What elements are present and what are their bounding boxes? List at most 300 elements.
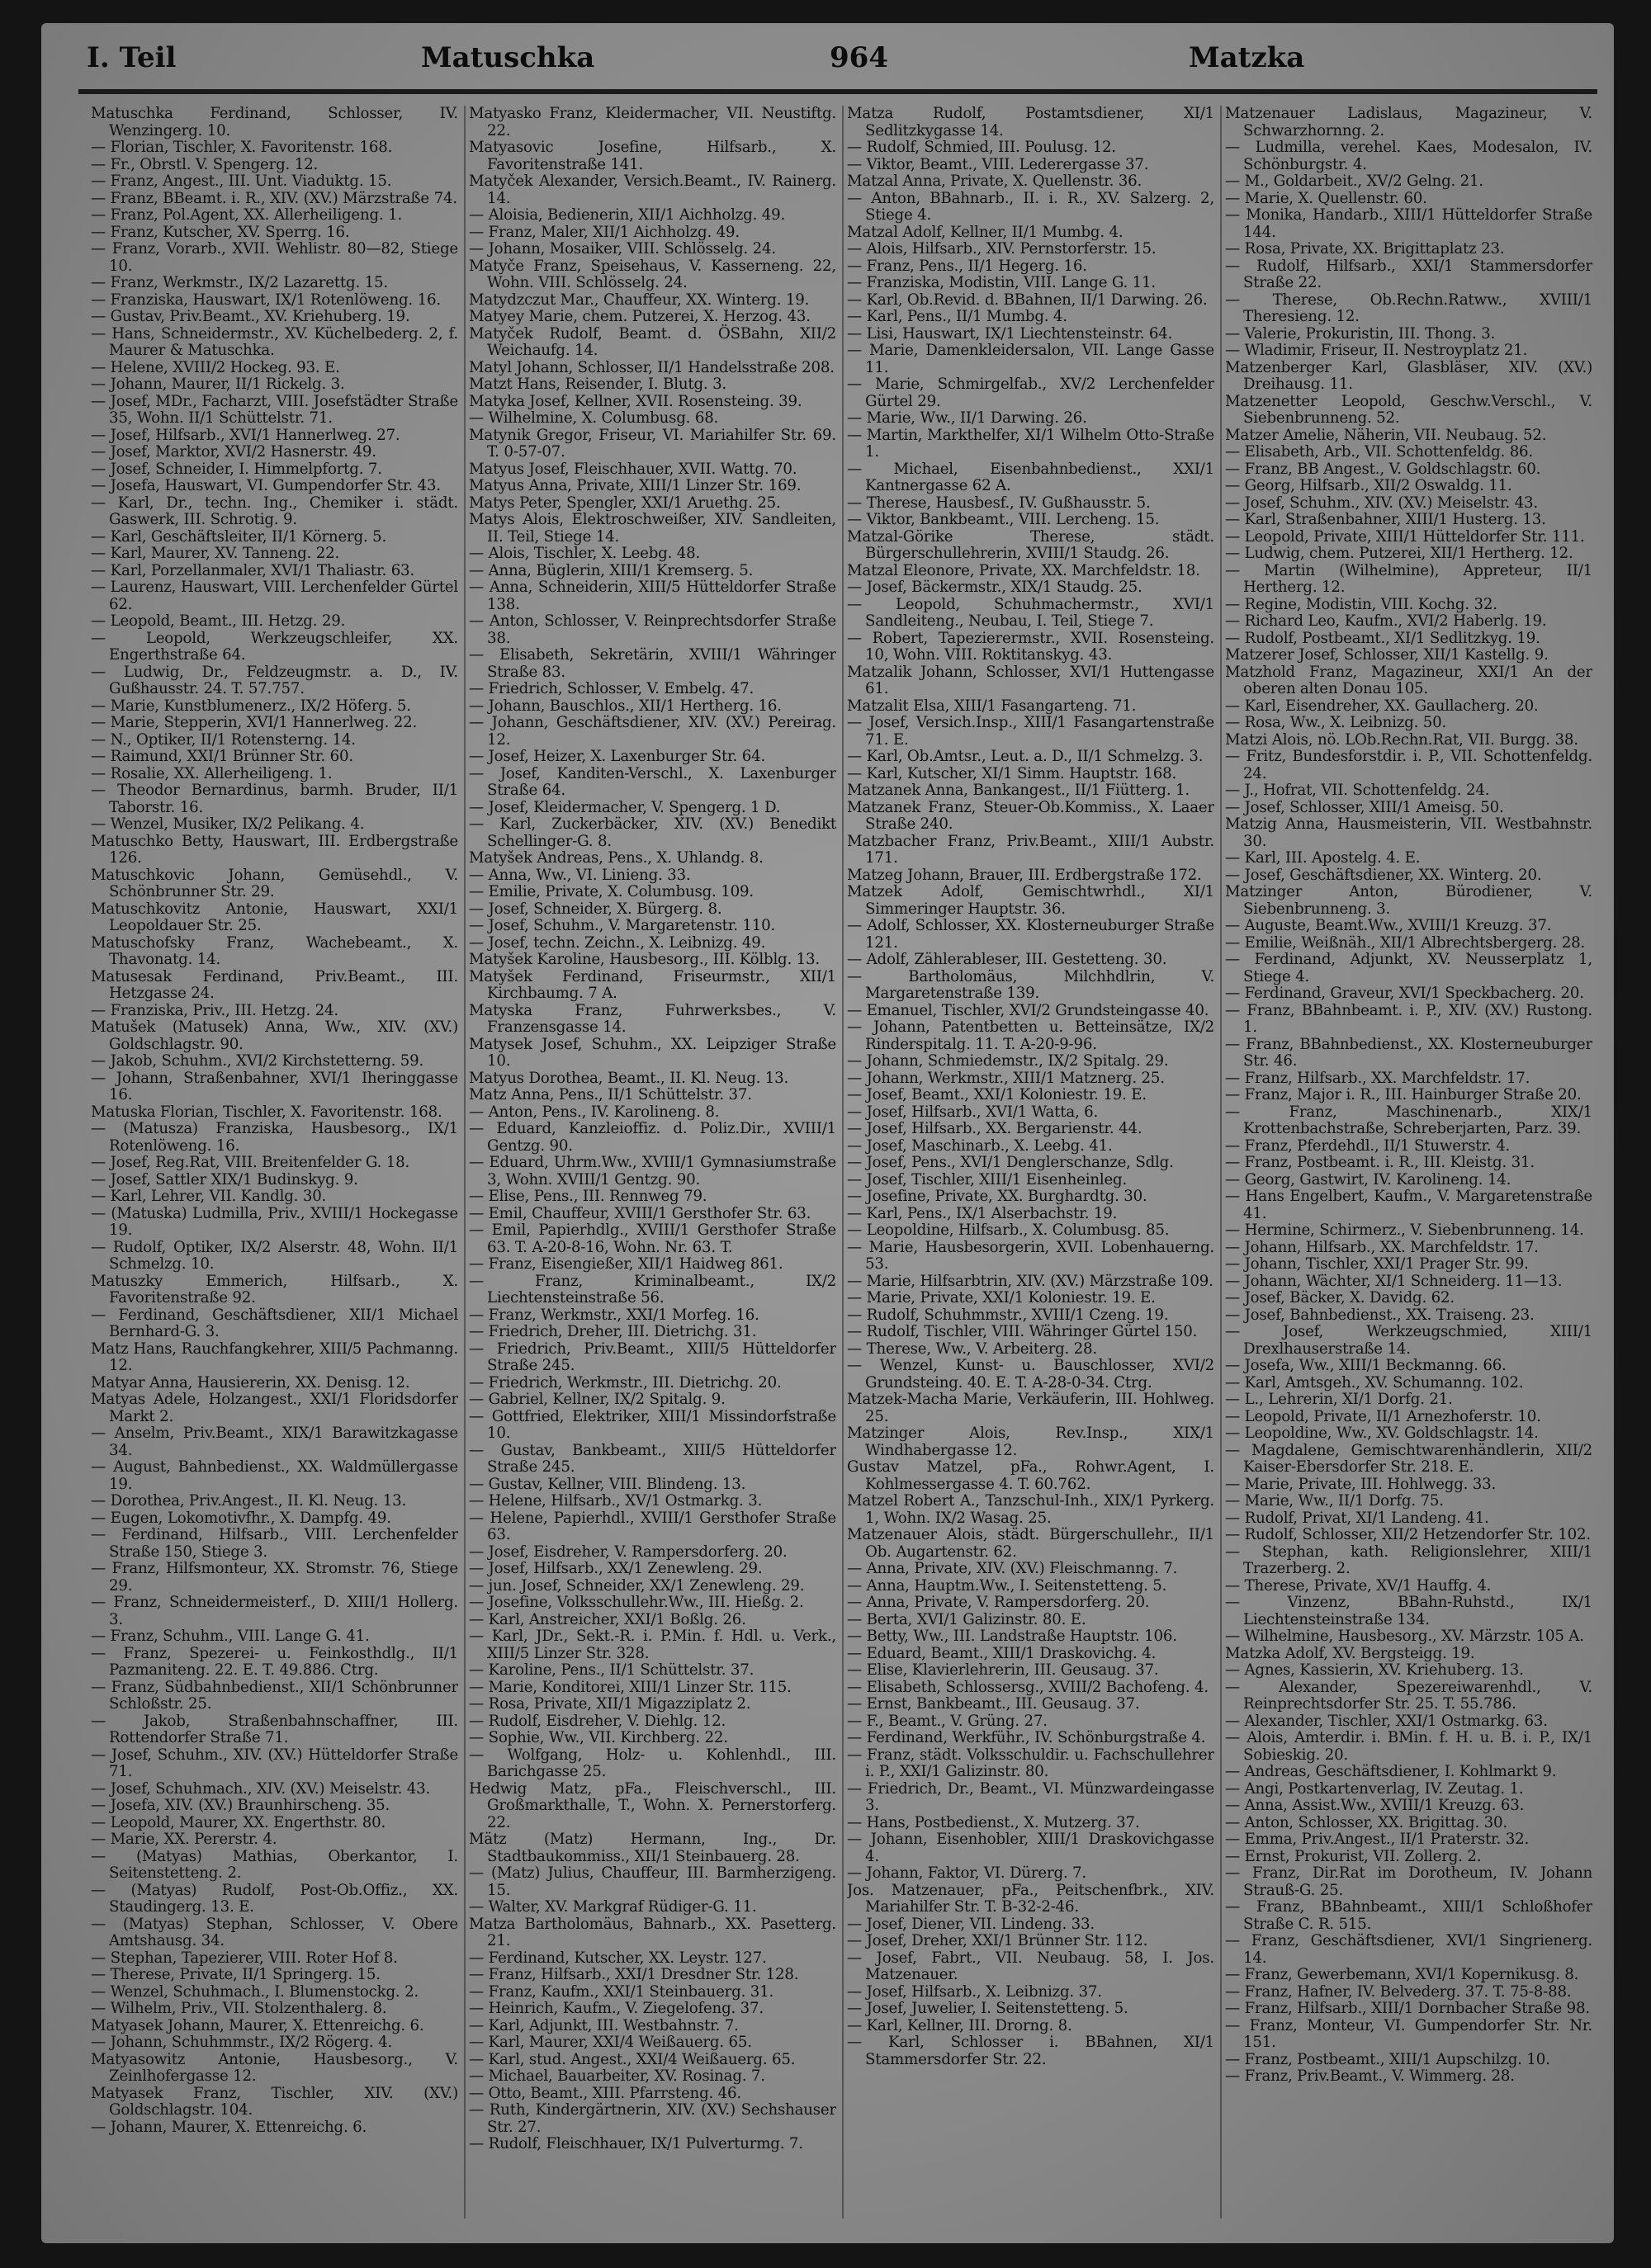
directory-entry: Gustav Matzel, pFa., Rohwr.Agent, I. Kohlmessergasse 4. T. 60.762. — [847, 1458, 1214, 1493]
column-2 — [469, 106, 836, 2218]
directory-entry: — Rudolf, Schmied, III. Poulusg. 12. — [847, 139, 1116, 156]
directory-entry: Matyček Alexander, Versich.Beamt., IV. Rainerg. 14. — [469, 172, 836, 207]
directory-entry: — Sophie, Ww., VII. Kirchberg. 22. — [469, 1729, 728, 1746]
directory-entry: — Franz, Hilfsarb., XX. Marchfeldstr. 17. — [1225, 1069, 1530, 1087]
directory-entry: Matzhold Franz, Magazineur, XXI/1 An der oberen alten Donau 105. — [1225, 663, 1592, 697]
directory-entry: Matzal Adolf, Kellner, II/1 Mumbg. 4. — [847, 223, 1124, 241]
directory-entry: — Franz, Hilfsarb., XXI/1 Dresdner Str. 128. — [469, 1966, 799, 1983]
directory-entry: Matza Bartholomäus, Bahnarb., XX. Pasetterg. 21. — [469, 1915, 836, 1949]
directory-entry: — (Matz) Julius, Chauffeur, III. Barmherzigeng. 15. — [469, 1864, 836, 1899]
directory-entry: — Valerie, Prokuristin, III. Thong. 3. — [1225, 324, 1496, 343]
directory-entry: Matyšek Ferdinand, Friseurmstr., XII/1 Kirchbaumg. 7 A. — [469, 967, 836, 1002]
directory-entry: Matyus Anna, Private, XIII/1 Linzer Str. 169. — [469, 477, 802, 494]
directory-entry: Matzi Alois, nö. LOb.Rechn.Rat, VII. Burgg. 38. — [1225, 730, 1578, 749]
directory-entry: — Karl, Porzellanmaler, XVI/1 Thaliastr. 63. — [91, 561, 415, 579]
directory-entry: — Karl, Dr., techn. Ing., Chemiker i. städt. Gaswerk, III. Schrotig. 9. — [91, 494, 458, 528]
directory-entry: — Anna, Private, XIV. (XV.) Fleischmanng. 7. — [847, 1560, 1178, 1577]
directory-entry: — (Matyas) Rudolf, Post-Ob.Offiz., XX. Staudingerg. 13. E. — [91, 1881, 458, 1916]
directory-entry: — Karl, Schlosser i. BBahnen, XI/1 Stammersdorfer Str. 22. — [847, 2034, 1214, 2068]
directory-entry: — Josef, Schlosser, XIII/1 Ameisg. 50. — [1225, 798, 1504, 816]
directory-entry: — Georg, Gastwirt, IV. Karolineng. 14. — [1225, 1170, 1511, 1188]
directory-entry: Matzinger Alois, Rev.Insp., XIX/1 Windhabergasse 12. — [847, 1425, 1214, 1459]
directory-entry: Matzenberger Karl, Glasbläser, XIV. (XV.) Dreihausg. 11. — [1225, 358, 1592, 393]
directory-entry: — Karl, JDr., Sekt.-R. i. P.Min. f. Hdl. u. Verk., XIII/5 Linzer Str. 328. — [469, 1628, 836, 1662]
directory-entry: — Hermine, Schirmerz., V. Siebenbrunneng. 14. — [1225, 1221, 1584, 1239]
directory-entry: — Wenzel, Kunst- u. Bauschlosser, XVI/2 Grundsteing. 40. E. T. A-28-0-34. Ctrg. — [847, 1357, 1214, 1392]
directory-entry: — Elise, Pens., III. Rennweg 79. — [469, 1188, 707, 1205]
directory-entry: Matzalik Johann, Schlosser, XVI/1 Huttengasse 61. — [847, 663, 1214, 697]
directory-entry: — Eugen, Lokomotivfhr., X. Dampfg. 49. — [91, 1509, 391, 1527]
directory-entry: — Auguste, Beamt.Ww., XVIII/1 Kreuzg. 37. — [1225, 917, 1552, 934]
column-1 — [91, 106, 458, 2218]
directory-entry: — Marie, Private, XXI/1 Koloniestr. 19. E. — [847, 1289, 1156, 1306]
directory-entry: Matzinger Anton, Bürodiener, V. Siebenbrunneng. 3. — [1225, 883, 1592, 918]
directory-entry: — Wolfgang, Holz- u. Kohlenhdl., III. Barichgasse 25. — [469, 1746, 836, 1780]
directory-entry: Matzenauer Ladislaus, Magazineur, V. Schwarzhornng. 2. — [1225, 106, 1592, 139]
column-divider — [842, 106, 844, 2218]
directory-entry: — Wenzel, Schuhmach., I. Blumenstockg. 2. — [91, 1982, 419, 2001]
directory-entry: — Franz, BBahnbedienst., XX. Klosterneuburger Str. 46. — [1225, 1035, 1592, 1070]
directory-entry: — Viktor, Beamt., VIII. Lederergasse 37. — [847, 155, 1149, 173]
directory-entry: Matz Hans, Rauchfangkehrer, XIII/5 Pachmanng. 12. — [91, 1340, 458, 1374]
directory-entry: Matzek Adolf, Gemischtwrhdl., XI/1 Simmeringer Hauptstr. 36. — [847, 883, 1214, 918]
directory-entry: — Gustav, Priv.Beamt., XV. Kriehuberg. 19. — [91, 308, 410, 325]
directory-entry: — Marie, Stepperin, XVI/1 Hannerlweg. 22. — [91, 714, 418, 731]
directory-entry: — Helene, Papierhdl., XVIII/1 Gersthofer Straße 63. — [469, 1509, 836, 1543]
directory-entry: — Franz, Major i. R., III. Hainburger Straße 20. — [1225, 1086, 1582, 1103]
directory-entry: — Franz, Schuhm., VIII. Lange G. 41. — [91, 1628, 370, 1645]
directory-entry: — Karl, Geschäftsleiter, II/1 Körnerg. 5. — [91, 527, 387, 546]
directory-entry: — Florian, Tischler, X. Favoritenstr. 168. — [91, 139, 393, 156]
directory-entry: — Rosa, Private, XX. Brigittaplatz 23. — [1225, 240, 1505, 258]
directory-entry: Matzal-Görike Therese, städt. Bürgerschullehrerin, XVIII/1 Staudg. 26. — [847, 527, 1214, 562]
directory-entry: Matyasek Franz, Tischler, XIV. (XV.) Goldschlagstr. 104. — [91, 2084, 458, 2119]
directory-entry: — Rosa, Private, XII/1 Migazziplatz 2. — [469, 1695, 751, 1713]
directory-entry: — (Matyas) Mathias, Oberkantor, I. Seitenstetteng. 2. — [91, 1847, 458, 1882]
directory-entry: — Ludwig, chem. Putzerei, XII/1 Hertherg. 12. — [1225, 545, 1573, 562]
directory-entry: — Leopoldine, Hilfsarb., X. Columbusg. 85. — [847, 1221, 1170, 1239]
directory-entry: — Otto, Beamt., XIII. Pfarrsteng. 46. — [469, 2084, 741, 2102]
directory-entry: — Karl, Pens., II/1 Mumbg. 4. — [847, 308, 1067, 325]
directory-entry: — Marie, X. Quellenstr. 60. — [1225, 189, 1427, 207]
directory-entry: — L., Lehrerin, XI/1 Dorfg. 21. — [1225, 1391, 1453, 1408]
directory-entry: — Theodor Bernardinus, barmh. Bruder, II/1 Taborstr. 16. — [91, 782, 458, 816]
directory-entry: Matyus Josef, Fleischhauer, XVII. Wattg. 70. — [469, 460, 797, 478]
directory-entry: — Johann, Faktor, VI. Dürerg. 7. — [847, 1864, 1087, 1882]
directory-entry: Matydzczut Mar., Chauffeur, XX. Winterg. 19. — [469, 291, 810, 309]
directory-entry: — Ernst, Prokurist, VII. Zollerg. 2. — [1225, 1847, 1482, 1865]
directory-entry: — Franz, städt. Volksschuldir. u. Fachschullehrer i. P., XXI/1 Galizinstr. 80. — [847, 1746, 1214, 1780]
directory-entry: Matzanek Anna, Bankangest., II/1 Fiütterg. 1. — [847, 782, 1190, 799]
directory-entry: — Michael, Bauarbeiter, XV. Rosinag. 7. — [469, 2067, 765, 2085]
directory-entry: Matyasek Johann, Maurer, X. Ettenreichg. 6. — [91, 2016, 424, 2034]
directory-entry: — Franz, Priv.Beamt., V. Wimmerg. 28. — [1225, 2067, 1515, 2085]
directory-entry: — jun. Josef, Schneider, XX/1 Zenewleng. 29. — [469, 1576, 805, 1595]
directory-entry: — Emilie, Weißnäh., XII/1 Albrechtsbergerg. 28. — [1225, 933, 1586, 952]
directory-entry: — Franz, BBahnbeamt. i. P., XIV. (XV.) Rustong. 1. — [1225, 1001, 1592, 1036]
directory-entry: — Anselm, Priv.Beamt., XIX/1 Barawitzkagasse 34. — [91, 1425, 458, 1459]
directory-entry: — Franz, BB Angest., V. Goldschlagstr. 60. — [1225, 460, 1541, 478]
directory-entry: — Leopold, Werkzeugschleifer, XX. Engerthstraße 64. — [91, 629, 458, 664]
directory-entry: — Josef, Marktor, XVI/2 Hasnerstr. 49. — [91, 443, 376, 461]
directory-entry: — Hans Engelbert, Kaufm., V. Margaretenstraße 41. — [1225, 1188, 1592, 1222]
directory-entry: — Leopold, Schuhmachermstr., XVI/1 Sandleiteng., Neubau, I. Teil, Stiege 7. — [847, 595, 1214, 630]
directory-entry: Matzer Amelie, Näherin, VII. Neubaug. 52. — [1225, 426, 1547, 444]
directory-entry: Matys Alois, Elektroschweißer, XIV. Sandleiten, II. Teil, Stiege 14. — [469, 511, 836, 546]
directory-entry: Matzenetter Leopold, Geschw.Verschl., V. Siebenbrunneng. 52. — [1225, 392, 1592, 427]
directory-entry: — Agnes, Kassierin, XV. Kriehuberg. 13. — [1225, 1661, 1524, 1679]
directory-entry: — Robert, Tapezierermstr., XVII. Rosensteing. 10, Wohn. VIII. Roktitanskyg. 43. — [847, 629, 1214, 664]
column-divider — [1220, 106, 1222, 2218]
directory-entry: — Wenzel, Musiker, IX/2 Pelikang. 4. — [91, 815, 365, 833]
directory-entry: — Franz, Postbeamt., XIII/1 Aupschilzg. 10. — [1225, 2050, 1550, 2068]
directory-entry: — Karl, Eisendreher, XX. Gaullacherg. 20. — [1225, 697, 1539, 715]
directory-entry: — August, Bahnbedienst., XX. Waldmüllergasse 19. — [91, 1458, 458, 1493]
directory-entry: Matyasowitz Antonie, Hausbesorg., V. Zeinlhofergasse 12. — [91, 2050, 458, 2085]
directory-entry: — Gabriel, Kellner, IX/2 Spitalg. 9. — [469, 1391, 726, 1408]
directory-entry: Matzalit Elsa, XIII/1 Fasangarteng. 71. — [847, 697, 1137, 715]
directory-entry: Matzbacher Franz, Priv.Beamt., XIII/1 Aubstr. 171. — [847, 832, 1214, 867]
directory-entry: — Josef, Hilfsarb., XVI/1 Watta, 6. — [847, 1103, 1099, 1121]
directory-entry: — Josef, Maschinarb., X. Leebg. 41. — [847, 1136, 1113, 1155]
directory-entry: — Leopold, Beamt., III. Hetzg. 29. — [91, 612, 346, 630]
directory-entry: Jos. Matzenauer, pFa., Peitschenfbrk., XIV. Mariahilfer Str. T. B-32-2-46. — [847, 1881, 1214, 1916]
directory-entry: Matys Peter, Spengler, XXI/1 Aruethg. 25. — [469, 494, 781, 512]
directory-entry: — Fritz, Bundesforstdir. i. P., VII. Schottenfeldg. 24. — [1225, 748, 1592, 782]
directory-entry: — N., Optiker, II/1 Rotensterng. 14. — [91, 730, 356, 749]
directory-entry: — Martin (Wilhelmine), Appreteur, II/1 Hertherg. 12. — [1225, 561, 1592, 596]
directory-entry: — Johann, Tischler, XXI/1 Prager Str. 99. — [1225, 1255, 1529, 1273]
directory-entry: — J., Hofrat, VII. Schottenfeldg. 24. — [1225, 782, 1490, 799]
page-number: 964 — [830, 41, 888, 74]
directory-entry: — Alois, Amterdir. i. BMin. f. H. u. B. i. P., IX/1 Sobieskig. 20. — [1225, 1729, 1592, 1764]
directory-entry: — Jakob, Schuhm., XVI/2 Kirchstetterng. 59. — [91, 1052, 424, 1070]
directory-entry: — Josef, Hilfsarb., XVI/1 Hannerlweg. 27. — [91, 426, 400, 444]
directory-entry: — Marie, Konditorei, XIII/1 Linzer Str. 115. — [469, 1678, 792, 1696]
directory-entry: — Franz, Kutscher, XV. Sperrg. 16. — [91, 223, 350, 241]
directory-entry: — Josef, Versich.Insp., XIII/1 Fasangartenstraße 71. E. — [847, 714, 1214, 749]
directory-entry: Matyey Marie, chem. Putzerei, X. Herzog. 43. — [469, 308, 811, 325]
directory-entry: — Franziska, Modistin, VIII. Lange G. 11. — [847, 274, 1157, 291]
directory-entry: — Josefa, Ww., XIII/1 Beckmanng. 66. — [1225, 1357, 1507, 1374]
directory-entry: — Marie, XX. Pererstr. 4. — [91, 1831, 277, 1848]
directory-entry: — Josef, techn. Zeichn., X. Leibnizg. 49. — [469, 933, 766, 952]
directory-entry: — Marie, Hausbesorgerin, XVII. Lobenhauerng. 53. — [847, 1238, 1214, 1273]
directory-entry: — Friedrich, Schlosser, V. Embelg. 47. — [469, 680, 755, 697]
directory-entry: — Josef, Tischler, XIII/1 Eisenheinleg. — [847, 1170, 1128, 1188]
directory-entry: — Karl, Maurer, XXI/4 Weißauerg. 65. — [469, 2034, 752, 2051]
directory-entry: — Alois, Hilfsarb., XIV. Pernstorferstr. 15. — [847, 240, 1157, 258]
directory-entry: — Michael, Eisenbahnbedienst., XXI/1 Kantnergasse 62 A. — [847, 460, 1214, 494]
directory-entry: Matza Rudolf, Postamtsdiener, XI/1 Sedlitzkygasse 14. — [847, 106, 1214, 139]
directory-entry: Matyče Franz, Speisehaus, V. Kasserneng. 22, Wohn. VIII. Schlösselg. 24. — [469, 257, 836, 291]
directory-entry: — Johann, Schuhmmstr., IX/2 Rögerg. 4. — [91, 2034, 393, 2051]
directory-entry: — Jakob, Straßenbahnschaffner, III. Rottendorfer Straße 71. — [91, 1712, 458, 1746]
directory-entry: — Hans, Postbedienst., X. Mutzerg. 37. — [847, 1813, 1140, 1831]
directory-entry: — M., Goldarbeit., XV/2 Gelng. 21. — [1225, 172, 1483, 190]
directory-entry: — Franziska, Hauswart, IX/1 Rotenlöweng. 16. — [91, 291, 441, 309]
directory-entry: — Josef, Bahnbedienst., XX. Traiseng. 23. — [1225, 1306, 1535, 1324]
directory-entry: — Ludwig, Dr., Feldzeugmstr. a. D., IV. Gußhausstr. 24. T. 57.757. — [91, 663, 458, 697]
directory-entry: — Raimund, XXI/1 Brünner Str. 60. — [91, 748, 353, 765]
directory-entry: — Franz, Kriminalbeamt., IX/2 Liechtensteinstraße 56. — [469, 1272, 836, 1306]
column-4 — [1225, 106, 1592, 2218]
directory-entry: — Emilie, Private, X. Columbusg. 109. — [469, 883, 754, 900]
directory-entry: — Josef, Kleidermacher, V. Spengerg. 1 D. — [469, 798, 781, 816]
directory-entry: — Anna, Assist.Ww., XVIII/1 Kreuzg. 63. — [1225, 1797, 1525, 1814]
directory-entry: — Wilhelmine, Hausbesorg., XV. Märzstr. 105 A. — [1225, 1628, 1584, 1645]
directory-entry: — Franz, Dir.Rat im Dorotheum, IV. Johann Strauß-G. 25. — [1225, 1864, 1592, 1899]
directory-entry: — Anna, Büglerin, XIII/1 Kremserg. 5. — [469, 561, 754, 579]
directory-entry: Matuschkovitz Antonie, Hauswart, XXI/1 Leopoldauer Str. 25. — [91, 900, 458, 934]
directory-entry: — Karoline, Pens., II/1 Schüttelstr. 37. — [469, 1661, 755, 1679]
running-head — [41, 23, 1614, 81]
directory-entry: — Karl, Straßenbahner, XIII/1 Husterg. 13. — [1225, 511, 1546, 528]
directory-entry: Matysek Josef, Schuhm., XX. Leipziger Straße 10. — [469, 1035, 836, 1070]
directory-entry: — Karl, Zuckerbäcker, XIV. (XV.) Benedikt Schellinger-G. 8. — [469, 815, 836, 850]
directory-entry: Matzeg Johann, Brauer, III. Erdbergstraße 172. — [847, 866, 1202, 884]
directory-entry: — Berta, XVI/1 Galizinstr. 80. E. — [847, 1610, 1086, 1628]
directory-entry: — Karl, Ob.Amtsr., Leut. a. D., II/1 Schmelzg. 3. — [847, 748, 1204, 765]
directory-entry: — Ferdinand, Kutscher, XX. Leystr. 127. — [469, 1949, 767, 1967]
directory-entry: — Rudolf, Optiker, IX/2 Alserstr. 48, Wohn. II/1 Schmelzg. 10. — [91, 1238, 458, 1273]
directory-entry: — Bartholomäus, Milchhdlrin, V. Margaretenstraße 139. — [847, 967, 1214, 1002]
directory-entry: — Karl, Kutscher, XI/1 Simm. Hauptstr. 168. — [847, 764, 1177, 782]
directory-entry: — Franz, Werkmstr., XXI/1 Morfeg. 16. — [469, 1306, 759, 1324]
directory-entry: — Franz, Eisengießer, XII/1 Haidweg 861. — [469, 1255, 783, 1273]
directory-entry: — Gustav, Bankbeamt., XIII/5 Hütteldorfer Straße 245. — [469, 1441, 836, 1476]
directory-entry: — Martin, Markthelfer, XI/1 Wilhelm Otto-Straße 1. — [847, 426, 1214, 461]
directory-entry: — Franz, Monteur, VI. Gumpendorfer Str. Nr. 151. — [1225, 2016, 1592, 2051]
directory-entry: Matyar Anna, Hausiererin, XX. Denisg. 12. — [91, 1373, 410, 1392]
directory-entry: — Eduard, Uhrm.Ww., XVIII/1 Gymnasiumstraße 3, Wohn. XVIII/1 Gentzg. 90. — [469, 1154, 836, 1188]
directory-entry: — Adolf, Zählerableser, III. Gestetteng. 30. — [847, 951, 1167, 968]
directory-entry: — Emil, Chauffeur, XVIII/1 Gersthofer Str. 63. — [469, 1204, 811, 1222]
directory-entry: — (Matyas) Stephan, Schlosser, V. Obere Amtshausg. 34. — [91, 1915, 458, 1949]
directory-entry: — Marie, Ww., II/1 Dorfg. 75. — [1225, 1492, 1444, 1510]
directory-entry: — Franz, Südbahnbedienst., XII/1 Schönbrunner Schloßstr. 25. — [91, 1678, 458, 1713]
directory-entry: — Ferdinand, Graveur, XVI/1 Speckbacherg. 20. — [1225, 985, 1584, 1002]
directory-entry: Matyček Rudolf, Beamt. d. ÖSBahn, XII/2 Weichaufg. 14. — [469, 324, 836, 359]
directory-entry: — Franz, Angest., III. Unt. Viaduktg. 15. — [91, 172, 392, 190]
directory-entry: — Anton, Schlosser, XX. Brigittag. 30. — [1225, 1813, 1507, 1831]
directory-entry: Matzel Robert A., Tanzschul-Inh., XIX/1 Pyrkerg. 1, Wohn. IX/2 Wasag. 25. — [847, 1492, 1214, 1527]
directory-entry: — Josef, Geschäftsdiener, XX. Winterg. 20. — [1225, 866, 1542, 884]
directory-entry: Matyl Johann, Schlosser, II/1 Handelsstraße 208. — [469, 358, 835, 376]
directory-entry: — Johann, Eisenhobler, XIII/1 Draskovichgasse 4. — [847, 1831, 1214, 1865]
directory-entry: — Friedrich, Dreher, III. Dietrichg. 31. — [469, 1323, 757, 1340]
directory-entry: — Hans, Schneidermstr., XV. Küchelbederg. 2, f. Maurer & Matuschka. — [91, 324, 458, 359]
directory-entry: Matz Anna, Pens., II/1 Schüttelstr. 37. — [469, 1086, 752, 1103]
directory-entry: — Vinzenz, BBahn-Ruhstd., IX/1 Liechtensteinstraße 134. — [1225, 1594, 1592, 1628]
directory-entry: — Dorothea, Priv.Angest., II. Kl. Neug. 13. — [91, 1492, 407, 1510]
directory-entry: Matzal Eleonore, Private, XX. Marchfeldstr. 18. — [847, 561, 1200, 579]
directory-entry: — Ferdinand, Hilfsarb., VIII. Lerchenfelder Straße 150, Stiege 3. — [91, 1526, 458, 1561]
header-rule — [78, 89, 1597, 94]
directory-entry: — Karl, Maurer, XV. Tanneng. 22. — [91, 545, 340, 562]
directory-entry: — Josef, Hilfsarb., X. Leibnizg. 37. — [847, 1982, 1102, 2001]
directory-entry: — Angi, Postkartenverlag, IV. Zeutag. 1. — [1225, 1779, 1524, 1798]
directory-entry: — Friedrich, Werkmstr., III. Dietrichg. 20. — [469, 1373, 782, 1392]
directory-entry: — Anna, Private, V. Rampersdorferg. 20. — [847, 1594, 1150, 1611]
directory-entry: — Therese, Ob.Rechn.Ratww., XVIII/1 Theresieng. 12. — [1225, 291, 1592, 325]
directory-entry: — Franz, Geschäftsdiener, XVI/1 Singrienerg. 14. — [1225, 1932, 1592, 1967]
directory-entry: — Lisi, Hauswart, IX/1 Liechtensteinstr. 64. — [847, 324, 1173, 343]
directory-entry: — Johann, Schmiedemstr., IX/2 Spitalg. 29. — [847, 1052, 1169, 1070]
directory-entry: — Laurenz, Hauswart, VIII. Lerchenfelder Gürtel 62. — [91, 579, 458, 613]
directory-entry: — Josefine, Private, XX. Burghardtg. 30. — [847, 1188, 1147, 1205]
directory-entry: — Adolf, Schlosser, XX. Klosterneuburger Straße 121. — [847, 917, 1214, 952]
directory-entry: — Josefa, XIV. (XV.) Braunhirscheng. 35. — [91, 1797, 390, 1814]
directory-entry: Matušek (Matusek) Anna, Ww., XIV. (XV.) Goldschlagstr. 90. — [91, 1018, 458, 1053]
directory-entry: — Rudolf, Schuhmmstr., XVIII/1 Czeng. 19. — [847, 1306, 1169, 1324]
directory-entry: Matyšek Karoline, Hausbesorg., III. Kölblg. 13. — [469, 951, 820, 968]
directory-entry: — Josef, Hilfsarb., XX/1 Zenewleng. 29. — [469, 1560, 763, 1577]
directory-entry: — Leopold, Private, XIII/1 Hütteldorfer Str. 111. — [1225, 527, 1585, 546]
directory-entry: — Wilhelmine, X. Columbusg. 68. — [469, 409, 719, 427]
directory-entry: — Josefa, Hauswart, VI. Gumpendorfer Str. 43. — [91, 477, 441, 494]
directory-entry: — Rosalie, XX. Allerheiligeng. 1. — [91, 764, 333, 782]
directory-entry: — Josef, Hilfsarb., XX. Bergarienstr. 44. — [847, 1120, 1142, 1137]
directory-entry: — Johann, Maurer, II/1 Rickelg. 3. — [91, 376, 345, 393]
directory-entry: — F., Beamt., V. Grüng. 27. — [847, 1712, 1048, 1730]
directory-entry: — Monika, Handarb., XIII/1 Hütteldorfer Straße 144. — [1225, 206, 1592, 241]
directory-entry: — Marie, Schmirgelfab., XV/2 Lerchenfelder Gürtel 29. — [847, 376, 1214, 410]
directory-entry: Matzka Adolf, XV. Bergsteigg. 19. — [1225, 1644, 1475, 1662]
directory-entry: Matynik Gregor, Friseur, VI. Mariahilfer Str. 69. T. 0-57-07. — [469, 426, 836, 461]
directory-entry: — Johann, Straßenbahner, XVI/1 Iheringgasse 16. — [91, 1069, 458, 1103]
directory-entry: — Emma, Priv.Angest., II/1 Praterstr. 32. — [1225, 1831, 1530, 1848]
directory-entry: — Wilhelm, Priv., VII. Stolzenthalerg. 8. — [91, 2000, 387, 2017]
directory-entry: — Johann, Mosaiker, VIII. Schlösselg. 24. — [469, 240, 776, 258]
directory-entry: Matuschofsky Franz, Wachebeamt., X. Thavonatg. 14. — [91, 933, 458, 968]
directory-entry: — Franz, Hilfsmonteur, XX. Stromstr. 76, Stiege 29. — [91, 1560, 458, 1595]
directory-entry: — Josef, Schuhm., V. Margaretenstr. 110. — [469, 917, 776, 934]
directory-entry: — Alois, Tischler, X. Leebg. 48. — [469, 545, 701, 562]
directory-entry: — Josef, Reg.Rat, VIII. Breitenfelder G. 18. — [91, 1154, 410, 1171]
directory-entry: — Josef, Bäckermstr., XIX/1 Staudg. 25. — [847, 579, 1142, 596]
directory-entry: Matzek-Macha Marie, Verkäuferin, III. Hohlweg. 25. — [847, 1391, 1214, 1425]
directory-entry: — Rudolf, Privat, XI/1 Landeng. 41. — [1225, 1509, 1489, 1527]
directory-entry: Matzal Anna, Private, X. Quellenstr. 36. — [847, 172, 1142, 190]
directory-entry: — Josefine, Volksschullehr.Ww., III. Hießg. 2. — [469, 1594, 804, 1611]
directory-entry: — Josef, Schneider, I. Himmelpfortg. 7. — [91, 460, 382, 478]
directory-entry: — Franz, Maschinenarb., XIX/1 Krottenbachstraße, Schreberjarten, Parz. 39. — [1225, 1103, 1592, 1137]
directory-entry: — Josef, Schuhm., XIV. (XV.) Meiselstr. 43. — [1225, 494, 1538, 512]
directory-entry: Matuszky Emmerich, Hilfsarb., X. Favoritenstraße 92. — [91, 1272, 458, 1306]
directory-entry: — Josef, MDr., Facharzt, VIII. Josefstädter Straße 35, Wohn. II/1 Schüttelstr. 71. — [91, 392, 458, 427]
directory-entry: — Rudolf, Postbeamt., XI/1 Sedlitzkyg. 19. — [1225, 629, 1540, 647]
directory-entry: Matzig Anna, Hausmeisterin, VII. Westbahnstr. 30. — [1225, 815, 1592, 850]
directory-entry: — Therese, Hausbesf., IV. Gußhausstr. 5. — [847, 494, 1151, 512]
directory-entry: — Johann, Maurer, X. Ettenreichg. 6. — [91, 2118, 367, 2136]
directory-entry: — Emanuel, Tischler, XVI/2 Grundsteingasse 40. — [847, 1001, 1209, 1019]
directory-entry: — Elisabeth, Schlossersg., XVIII/2 Bachofeng. 4. — [847, 1678, 1209, 1696]
directory-entry: — Betty, Ww., III. Landstraße Hauptstr. 106. — [847, 1628, 1177, 1645]
directory-entry: — Andreas, Geschäftsdiener, I. Kohlmarkt 9. — [1225, 1763, 1557, 1780]
directory-entry: — Josef, Schuhmach., XIV. (XV.) Meiselstr. 43. — [91, 1779, 431, 1798]
directory-entry: — Johann, Bauschlos., XII/1 Hertherg. 16. — [469, 697, 782, 715]
part-label: I. Teil — [87, 41, 177, 74]
directory-entry: — Josef, Dreher, XXI/1 Brünner Str. 112. — [847, 1932, 1148, 1949]
left-keyword: Matuschka — [421, 41, 595, 74]
directory-entry: — Stephan, Tapezierer, VIII. Roter Hof 8. — [91, 1949, 398, 1967]
directory-entry: Matuska Florian, Tischler, X. Favoritenstr. 168. — [91, 1103, 442, 1121]
directory-entry: — Friedrich, Priv.Beamt., XIII/5 Hütteldorfer Straße 245. — [469, 1340, 836, 1374]
directory-entry: — Josef, Fabrt., VII. Neubaug. 58, I. Jos. Matzenauer. — [847, 1949, 1214, 1983]
directory-entry: — Eduard, Kanzleioffiz. d. Poliz.Dir., XVIII/1 Gentzg. 90. — [469, 1120, 836, 1155]
directory-entry: — Stephan, kath. Religionslehrer, XIII/1 Trazerberg. 2. — [1225, 1543, 1592, 1577]
directory-entry: — Alexander, Tischler, XXI/1 Ostmarkg. 63. — [1225, 1712, 1548, 1730]
directory-entry: Matyasovic Josefine, Hilfsarb., X. Favoritenstraße 141. — [469, 139, 836, 173]
directory-entry: — Franziska, Priv., III. Hetzg. 24. — [91, 1001, 338, 1019]
directory-entry: — Marie, Damenkleidersalon, VII. Lange Gasse 11. — [847, 342, 1214, 376]
directory-entry: — Helene, XVIII/2 Hockeg. 93. E. — [91, 358, 340, 376]
directory-entry: — Karl, Lehrer, VII. Kandlg. 30. — [91, 1188, 327, 1205]
directory-entry: — Josef, Eisdreher, V. Rampersdorferg. 20. — [469, 1543, 788, 1561]
directory-entry: — Aloisia, Bedienerin, XII/1 Aichholzg. 49. — [469, 206, 786, 224]
directory-entry: — Leopoldine, Ww., XV. Goldschlagstr. 14. — [1225, 1425, 1539, 1442]
directory-entry: Matzerer Josef, Schlosser, XII/1 Kastellg. 9. — [1225, 646, 1549, 664]
directory-entry: — Josef, Werkzeugschmied, XIII/1 Drexlhauserstraße 14. — [1225, 1323, 1592, 1358]
column-divider — [464, 106, 466, 2218]
directory-entry: — Anna, Ww., VI. Linieng. 33. — [469, 866, 691, 884]
directory-entry: — Heinrich, Kaufm., V. Ziegelofeng. 37. — [469, 2000, 764, 2017]
directory-entry: — Gustav, Kellner, VIII. Blindeng. 13. — [469, 1475, 746, 1493]
directory-entry: — Franz, Hafner, IV. Belvederg. 37. T. 75-8-88. — [1225, 1982, 1572, 2001]
directory-entry: — Karl, Ob.Revid. d. BBahnen, II/1 Darwing. 26. — [847, 291, 1208, 309]
directory-entry: — Leopold, Private, II/1 Arnezhoferstr. 10. — [1225, 1407, 1541, 1425]
directory-entry: — Karl, stud. Angest., XXI/4 Weißauerg. 65. — [469, 2050, 796, 2068]
directory-entry: — Therese, Private, XV/1 Hauffg. 4. — [1225, 1576, 1492, 1595]
directory-entry: — Franz, Spezerei- u. Feinkosthdlg., II/1 Pazmaniteng. 22. E. T. 49.886. Ctrg. — [91, 1644, 458, 1679]
directory-entry: — Johann, Patentbetten u. Betteinsätze, IX/2 Rinderspitalg. 11. T. A-20-9-96. — [847, 1018, 1214, 1053]
directory-entry: — Josef, Diener, VII. Lindeng. 33. — [847, 1915, 1095, 1933]
directory-entry: — Magdalene, Gemischtwarenhändlerin, XII/2 Kaiser-Ebersdorfer Str. 218. E. — [1225, 1441, 1592, 1476]
directory-entry: — Franz, Pol.Agent, XX. Allerheiligeng. 1. — [91, 206, 403, 224]
directory-entry: — Rudolf, Eisdreher, V. Diehlg. 12. — [469, 1712, 726, 1730]
directory-entry: — Ferdinand, Adjunkt, XV. Neusserplatz 1, Stiege 4. — [1225, 951, 1592, 985]
directory-entry: — Franz, Pferdehdl., II/1 Stuwerstr. 4. — [1225, 1136, 1511, 1155]
directory-entry: — Wladimir, Friseur, II. Nestroyplatz 21. — [1225, 342, 1528, 359]
directory-entry: — Franz, BBeamt. i. R., XIV. (XV.) Märzstraße 74. — [91, 189, 457, 207]
directory-entry: Matyasko Franz, Kleidermacher, VII. Neustiftg. 22. — [469, 106, 836, 139]
directory-entry: — Elise, Klavierlehrerin, III. Geusaug. 37. — [847, 1661, 1159, 1679]
directory-entry: — Elisabeth, Sekretärin, XVIII/1 Währinger Straße 83. — [469, 646, 836, 681]
directory-entry: Matuschko Betty, Hauswart, III. Erdbergstraße 126. — [91, 832, 458, 867]
directory-entry: Matzt Hans, Reisender, I. Blutg. 3. — [469, 376, 727, 393]
directory-entry: — Marie, Kunstblumenerz., IX/2 Höferg. 5. — [91, 697, 411, 715]
directory-entry: — Karl, Adjunkt, III. Westbahnstr. 7. — [469, 2016, 739, 2034]
directory-entry: Matuschkovic Johann, Gemüsehdl., V. Schönbrunner Str. 29. — [91, 866, 458, 900]
directory-entry: Matyas Adele, Holzangest., XXI/1 Floridsdorfer Markt 2. — [91, 1391, 458, 1425]
directory-entry: — Emil, Papierhdlg., XVIII/1 Gersthofer Straße 63. T. A-20-8-16, Wohn. Nr. 63. T. — [469, 1221, 836, 1256]
directory-entry: — Karl, III. Apostelg. 4. E. — [1225, 849, 1421, 867]
directory-entry: — Viktor, Bankbeamt., VIII. Lercheng. 15. — [847, 511, 1160, 528]
directory-entry: — Josef, Bäcker, X. Davidg. 62. — [1225, 1289, 1455, 1306]
directory-entry: — Franz, BBahnbeamt., XIII/1 Schloßhofer Straße C. R. 515. — [1225, 1898, 1592, 1933]
directory-entry: — Marie, Hilfsarbtrin, XIV. (XV.) Märzstraße 109. — [847, 1272, 1213, 1290]
directory-entry: — Josef, Juwelier, I. Seitenstetteng. 5. — [847, 2000, 1128, 2017]
directory-entry: — Franz, Vorarb., XVII. Wehlistr. 80—82, Stiege 10. — [91, 240, 458, 275]
directory-entry: — Anton, Schlosser, V. Reinprechtsdorfer Straße 38. — [469, 612, 836, 647]
directory-entry: — Josef, Heizer, X. Laxenburger Str. 64. — [469, 748, 766, 765]
directory-entry: — Helene, Hilfsarb., XV/1 Ostmarkg. 3. — [469, 1492, 763, 1510]
directory-entry: — Josef, Pens., XVI/1 Denglerschanze, Sdlg. — [847, 1154, 1174, 1171]
column-3 — [847, 106, 1214, 2218]
directory-page — [41, 23, 1614, 2243]
directory-entry: — Josef, Sattler XIX/1 Budinskyg. 9. — [91, 1170, 358, 1188]
